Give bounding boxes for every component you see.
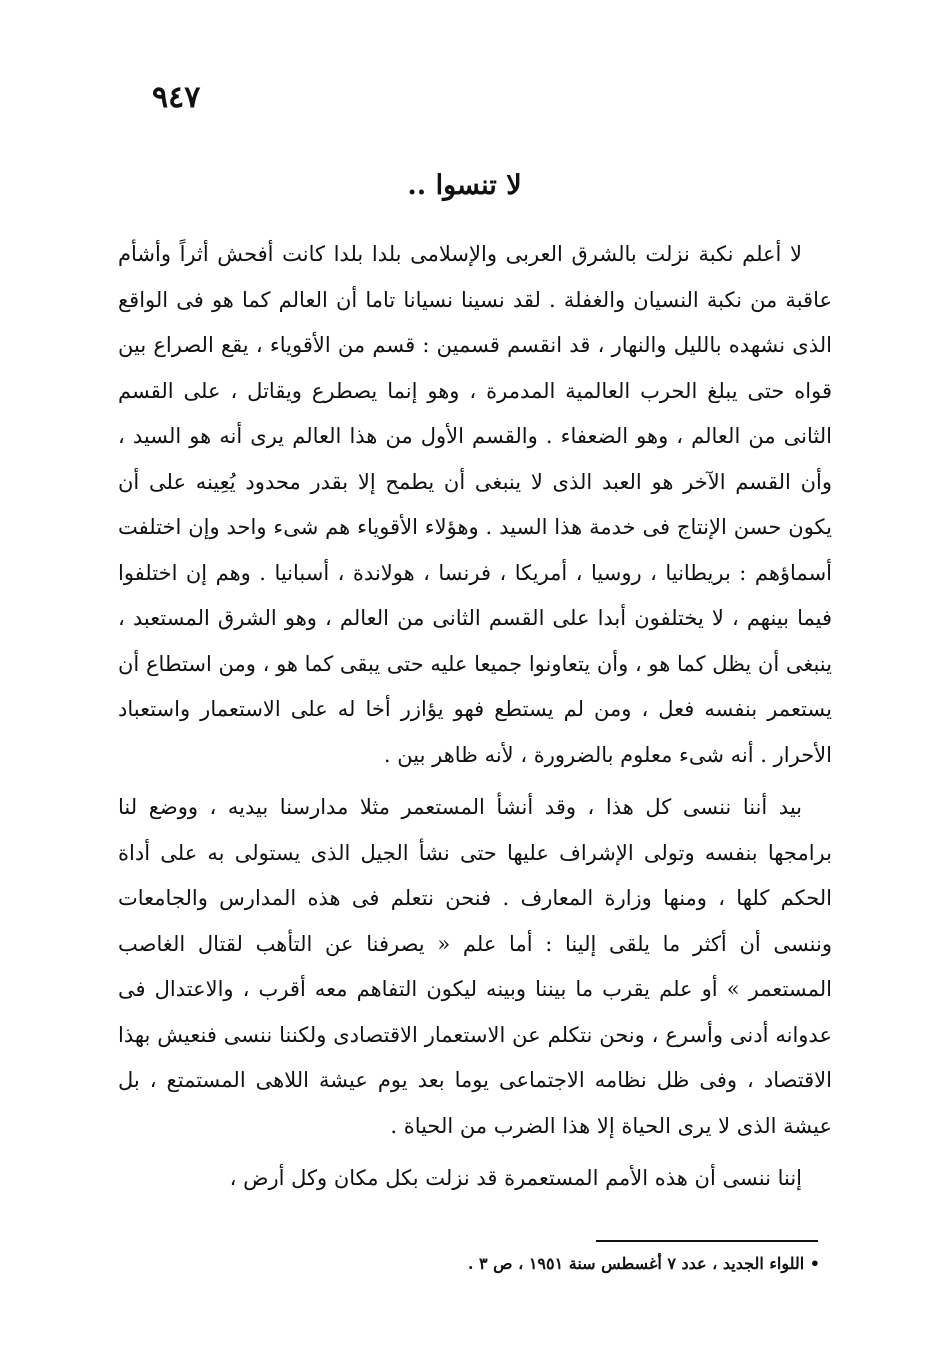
paragraph-3: إننا ننسى أن هذه الأمم المستعمرة قد نزلت بكل مكان وكل أرض ، [229,1166,802,1190]
paragraph-1: لا أعلم نكبة نزلت بالشرق العربى والإسلامى بلدا بلدا كانت أفحش أثراً وأشأم عاقبة من نكبة النسيان والغفلة . لقد نسينا نسيانا تاما أن العالم كما هو فى الواقع الذى نشهده بالليل والنهار ، قد انقسم قسمين : قسم من الأقوياء ، يقع الصراع بين قواه حتى يبلغ الحرب العالمية المدمرة ، وهو إنما يصطرع ويقاتل ، على القسم الثانى من العالم ، وهو الضعفاء . والقسم الأول من هذا العالم يرى أنه هو السيد ، وأن القسم الآخر هو العبد الذى لا ينبغى أن يطمح إلا بقدر محدود يُعِينه على أن يكون حسن الإنتاج فى خدمة هذا السيد . وهؤلاء الأقوياء هم شىء واحد وإن اختلفت أسماؤهم : بريطانيا ، روسيا ، أمريكا ، فرنسا ، هولاندة ، أسبانيا . وهم إن اختلفوا فيما بينهم ، لا يختلفون أبدا على القسم الثانى من العالم ، وهو الشرق المستعبد ، ينبغى أن يظل كما هو ، وأن يتعاونوا جميعا عليه حتى يبقى كما هو ، ومن استطاع أن يستعمر بنفسه فعل ، ومن لم يستطع فهو يؤازر أخا له على الاستعمار واستعباد الأحرار . أنه شىء معلوم بالضرورة ، لأنه ظاهر بين . [118,242,832,767]
page-title: لا تنسوا .. [407,170,522,201]
paragraph-2: بيد أننا ننسى كل هذا ، وقد أنشأ المستعمر مثلا مدارسنا بيديه ، ووضع لنا برامجها بنفسه وتولى الإشراف عليها حتى نشأ الجيل الذى يستولى به على أداة الحكم كلها ، ومنها وزارة المعارف . فنحن نتعلم فى هذه المدارس والجامعات وننسى أن أكثر ما يلقى إلينا : أما علم « يصرفنا عن التأهب لقتال الغاصب المستعمر » أو علم يقرب ما بيننا وبينه ليكون التفاهم معه أقرب ، والاعتدال فى عدوانه أدنى وأسرع ، ونحن نتكلم عن الاستعمار الاقتصادى ولكننا ننسى فنعيش بهذا الاقتصاد ، وفى ظل نظامه الاجتماعى يوما بعد يوم عيشة اللاهى المستمتع ، بل عيشة الذى لا يرى الحياة إلا هذا الضرب من الحياة . [118,795,832,1138]
page-number: ٩٤٧ [152,80,201,115]
article-body [118,232,832,1202]
footnote: • اللواء الجديد ، عدد ٧ أغسطس سنة ١٩٥١ ، ص ٣ . [467,1254,820,1273]
footnote-divider [596,1240,818,1242]
